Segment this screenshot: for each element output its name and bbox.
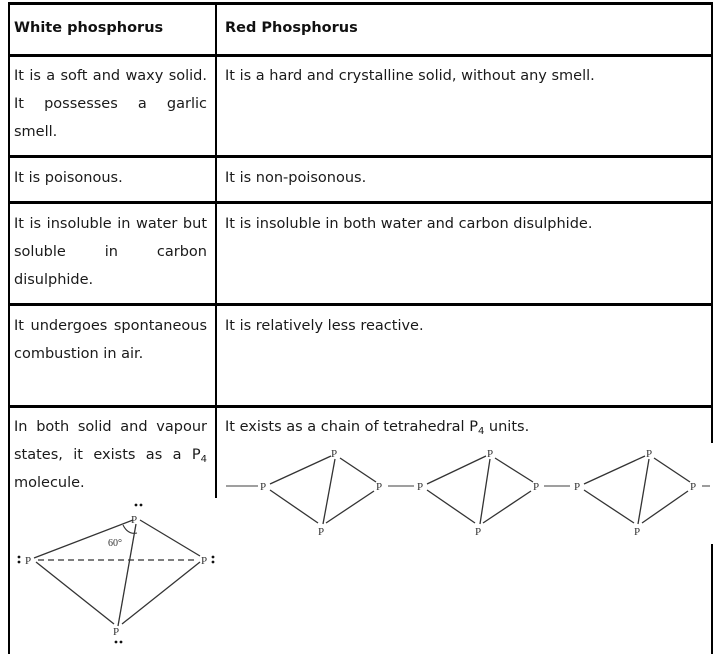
red-p4-chain-diagram <box>224 444 715 544</box>
cell-red-reactivity: It is relatively less reactive. <box>225 318 424 334</box>
svg-text:P: P <box>331 448 338 460</box>
cell-red-structure <box>225 413 705 441</box>
white-structure-text-end: molecule. <box>14 475 85 491</box>
header-white-phosphorus: White phosphorus <box>14 20 164 36</box>
atom-top: P <box>131 514 138 526</box>
p4-tetrahedron-figure <box>10 498 250 654</box>
svg-text:P: P <box>574 481 581 493</box>
cell-white-structure <box>14 413 207 497</box>
red-structure-subscript: 4 <box>477 426 485 437</box>
svg-text:P: P <box>475 526 482 538</box>
red-structure-text: It exists as a chain of tetrahedral P <box>225 419 478 435</box>
table-border-top <box>8 2 713 5</box>
cell-white-reactivity: It undergoes spontaneous combustion in air. <box>14 318 207 362</box>
svg-text:P: P <box>260 481 267 493</box>
svg-text:P: P <box>646 448 653 460</box>
table-border-right-a <box>711 2 713 443</box>
svg-text:P: P <box>417 481 424 493</box>
table-border-row5 <box>8 405 713 408</box>
svg-text:P: P <box>634 526 641 538</box>
cell-red-toxicity: It is non-poisonous. <box>225 170 367 186</box>
svg-text:P: P <box>318 526 325 538</box>
cell-white-physical-state: It is a soft and waxy solid. It possesses a garlic smell. <box>14 68 207 140</box>
white-structure-text: In both solid and vapour states, it exists as a P <box>14 419 207 463</box>
table-border-row2 <box>8 155 713 158</box>
white-structure-subscript: 4 <box>200 454 207 465</box>
svg-text:P: P <box>533 481 540 493</box>
table-border-right-b <box>711 543 713 654</box>
cell-red-physical-state: It is a hard and crystalline solid, without any smell. <box>225 68 595 84</box>
atom-left: P <box>25 555 32 567</box>
red-structure-text-end: units. <box>484 419 530 435</box>
cell-white-toxicity: It is poisonous. <box>14 170 123 186</box>
svg-text:P: P <box>376 481 383 493</box>
cell-red-solubility: It is insoluble in both water and carbon disulphide. <box>225 216 593 232</box>
table-border-row1 <box>8 54 713 57</box>
atom-right: P <box>201 555 208 567</box>
atom-bottom: P <box>113 626 120 638</box>
svg-text:P: P <box>487 448 494 460</box>
table-border-row4 <box>8 303 713 306</box>
header-red-phosphorus: Red Phosphorus <box>225 20 358 36</box>
table-border-row3 <box>8 201 713 204</box>
p4-chain-figure <box>224 444 715 544</box>
angle-label: 60° <box>108 538 122 549</box>
cell-white-solubility: It is insoluble in water but soluble in carbon disulphide. <box>14 216 207 288</box>
svg-text:P: P <box>690 481 697 493</box>
white-p4-diagram <box>10 498 250 654</box>
table-col-divider-a <box>215 2 217 498</box>
